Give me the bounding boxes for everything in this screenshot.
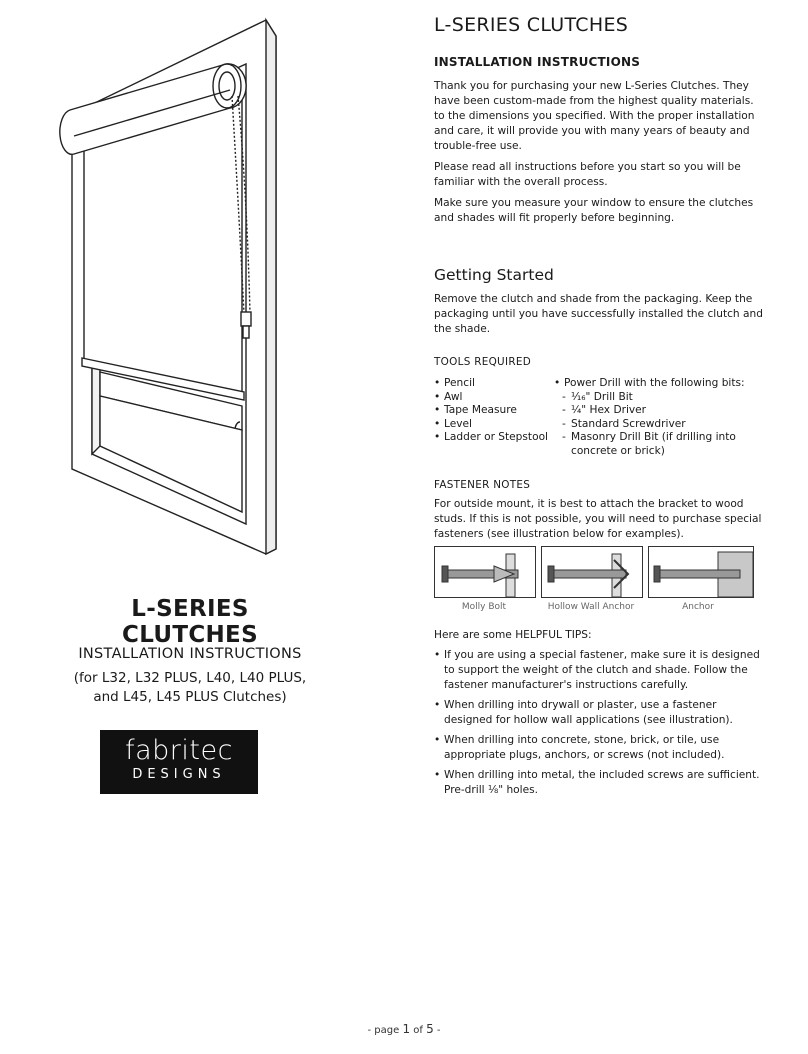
- window-shade-illustration: [30, 14, 300, 564]
- tool-item: • Pencil: [434, 377, 550, 391]
- tools-list-drill: [554, 377, 768, 458]
- tool-item: • Awl: [434, 391, 550, 405]
- tool-item: • Level: [434, 418, 550, 432]
- tips-list: [434, 648, 766, 798]
- tip-item: • When drilling into metal, the included screws are sufficient. Pre-drill ⅛" holes.: [434, 768, 766, 798]
- drill-bit-item: - Standard Screwdriver: [560, 418, 768, 432]
- drill-bit-item: - ¹⁄₁₆" Drill Bit: [560, 391, 768, 405]
- tip-item: • When drilling into drywall or plaster, use a fastener designed for hollow wall applications (see illustration).: [434, 698, 766, 728]
- drill-heading: • Power Drill with the following bits:: [554, 377, 768, 391]
- drill-bit-item: - Masonry Drill Bit (if drilling into concrete or brick): [560, 431, 768, 458]
- page-total: 5: [426, 1022, 434, 1036]
- fastener-heading: FASTENER NOTES: [434, 479, 531, 491]
- fastener-text: For outside mount, it is best to attach the bracket to wood studs. If this is not possible, you will need to purchase special fasteners (see illustration below for examples).: [434, 498, 762, 540]
- cover-models-line1: (for L32, L32 PLUS, L40, L40 PLUS,: [73, 670, 307, 686]
- footer-prefix: - page: [367, 1025, 403, 1036]
- caption-anchor: Anchor: [682, 602, 714, 612]
- intro-text: [434, 79, 766, 226]
- section-heading-installation: INSTALLATION INSTRUCTIONS: [434, 55, 641, 69]
- cover-title: L-SERIES CLUTCHES: [122, 596, 258, 648]
- tool-item: • Tape Measure: [434, 404, 550, 418]
- intro-paragraph: Make sure you measure your window to ensure the clutches and shades will fit properly before beginning.: [434, 197, 754, 224]
- getting-started-text: Remove the clutch and shade from the packaging. Keep the packaging until you have successfully installed the clutch and the shade.: [434, 293, 763, 335]
- cover-models-line2: and L45, L45 PLUS Clutches): [93, 689, 287, 705]
- page-title: L-SERIES CLUTCHES: [434, 14, 629, 36]
- caption-hollow-wall-anchor: Hollow Wall Anchor: [547, 602, 635, 612]
- intro-paragraph: Please read all instructions before you start so you will be familiar with the overall process.: [434, 161, 741, 188]
- fabritec-logo: [100, 730, 258, 794]
- tip-item: • If you are using a special fastener, make sure it is designed to support the weight of the clutch and shade. Follow the fastener manufacturer's instructions carefully.: [434, 648, 766, 693]
- cover-models: [60, 669, 320, 707]
- getting-started-heading: Getting Started: [434, 266, 554, 284]
- tool-item: • Ladder or Stepstool: [434, 431, 550, 445]
- fastener-illustration: [434, 546, 754, 598]
- drill-bit-item: - ¼" Hex Driver: [560, 404, 768, 418]
- tips-heading: Here are some HELPFUL TIPS:: [434, 629, 592, 641]
- footer-suffix: -: [433, 1025, 441, 1036]
- page-footer: [0, 1022, 808, 1036]
- tools-heading: TOOLS REQUIRED: [434, 356, 532, 368]
- cover-subtitle: INSTALLATION INSTRUCTIONS: [78, 646, 302, 662]
- logo-tagline: DESIGNS: [132, 767, 226, 782]
- tools-list-basic: [434, 377, 550, 445]
- logo-name: fabritec: [125, 735, 233, 766]
- footer-middle: of: [410, 1025, 427, 1036]
- intro-paragraph: Thank you for purchasing your new L-Series Clutches. They have been custom-made from the highest quality materials. to the dimensions you specified. With the proper installation and care, it will provide you with many years of beauty and trouble-free use.: [434, 80, 755, 152]
- page-current: 1: [402, 1022, 411, 1036]
- caption-molly-bolt: Molly Bolt: [461, 602, 507, 612]
- tip-item: • When drilling into concrete, stone, brick, or tile, use appropriate plugs, anchors, or screws (not included).: [434, 733, 766, 763]
